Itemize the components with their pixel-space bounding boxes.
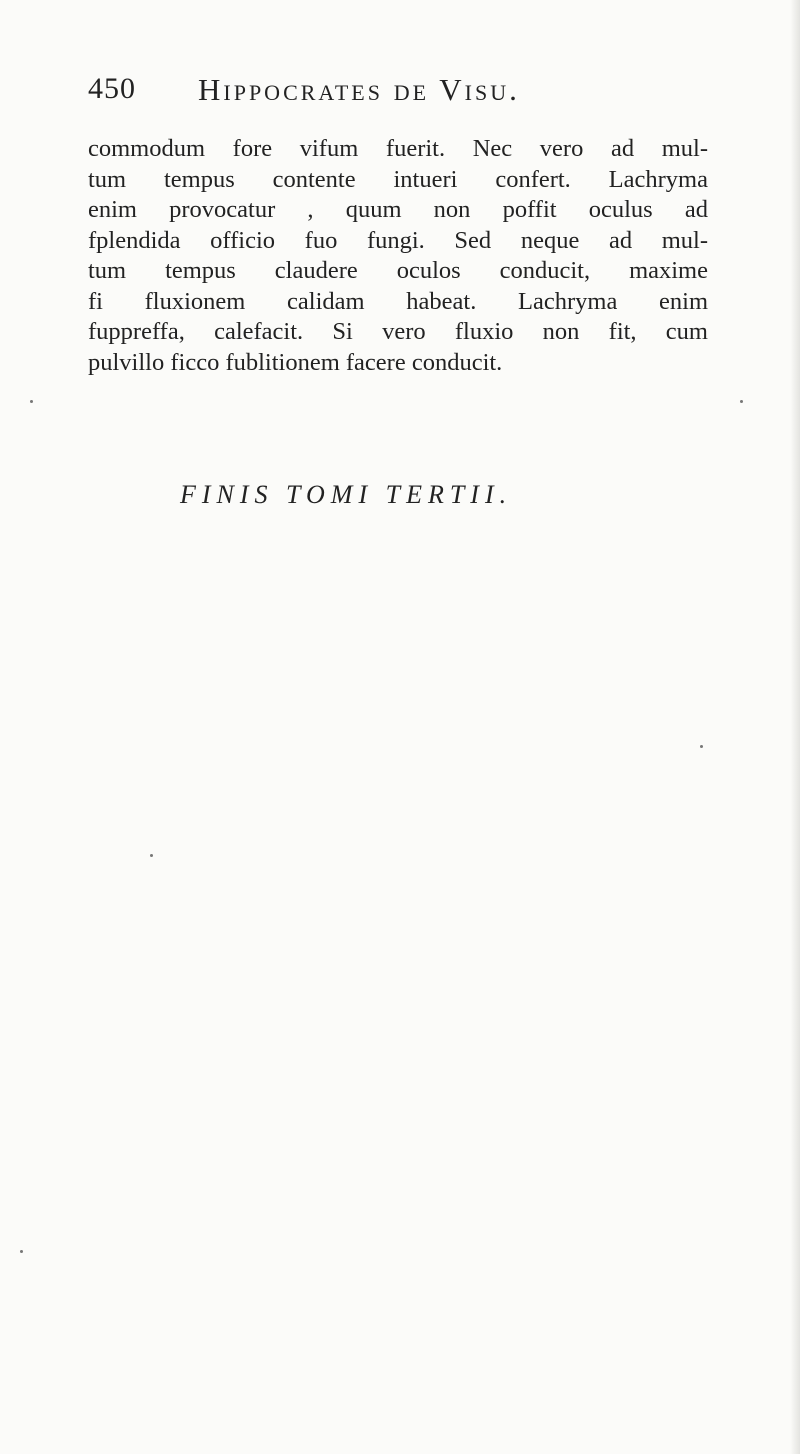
text-line: enim provocatur , quum non poffit oculus ad <box>88 196 708 223</box>
text-line: fuppreffa, calefacit. Si vero fluxio non fit, cum <box>88 318 708 345</box>
text-line: pulvillo ficco fublitionem facere conducit. <box>88 348 503 376</box>
text-line: fi fluxionem calidam habeat. Lachryma enim <box>88 287 708 315</box>
page-edge-shadow <box>790 0 800 1454</box>
text-line: tum tempus contente intueri confert. Lachryma <box>88 165 708 193</box>
text-line: fplendida officio fuo fungi. Sed neque ad mul- <box>88 226 708 254</box>
text-line: commodum fore vifum fuerit. Nec vero ad mul- <box>88 135 708 162</box>
page-number: 450 <box>88 72 136 105</box>
page-header <box>88 72 708 112</box>
colophon-finis: FINIS TOMI TERTII. <box>180 480 513 509</box>
paper-speck <box>150 854 153 857</box>
paper-speck <box>740 400 743 403</box>
body-paragraph <box>88 134 708 378</box>
text-line: tum tempus claudere oculos conducit, maxime <box>88 257 708 284</box>
paper-speck <box>20 1250 23 1253</box>
running-title: Hippocrates de Visu. <box>198 72 520 107</box>
paper-speck <box>700 745 703 748</box>
paper-speck <box>30 400 33 403</box>
